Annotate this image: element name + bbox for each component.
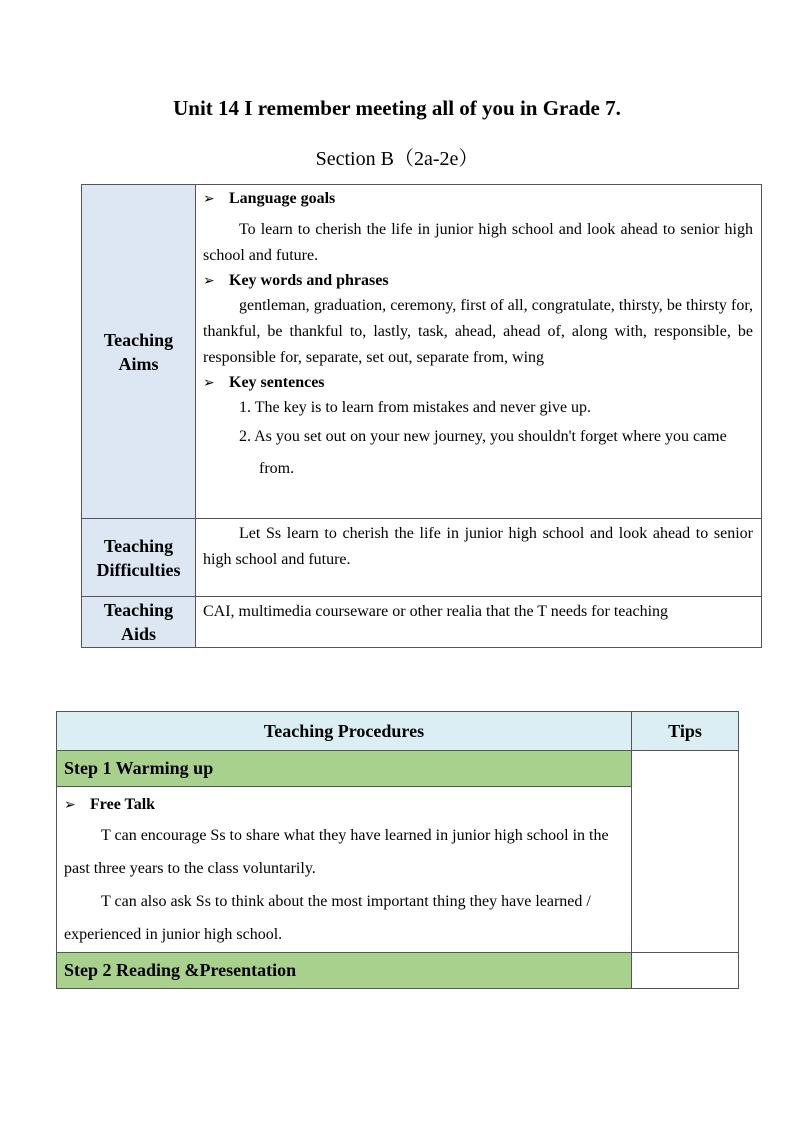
key-words-text: gentleman, graduation, ceremony, first of all, congratulate, thirsty, be thirsty for, thankful, be thankful to, lastly, task, ahead, ahead of, along with, responsible, be responsible for, separate, set out, separate from, wing: [203, 297, 753, 366]
teaching-procedures-table: [56, 711, 739, 989]
aims-label-line-1: Teaching: [103, 329, 174, 350]
procedures-header-row: [57, 712, 739, 751]
key-sentences-heading: ➢ Key sentences: [203, 371, 753, 395]
arrow-bullet-icon: ➢: [203, 375, 215, 391]
key-sentence-2: 2. As you set out on your new journey, you shouldn't forget where you came from.: [239, 428, 727, 477]
aims-label-line-2: Aims: [118, 353, 159, 374]
step2-row: [57, 953, 739, 989]
aids-row: [82, 597, 762, 648]
difficulties-row: [82, 519, 762, 597]
document-subtitle: Section B（2a-2e）: [315, 148, 479, 170]
aims-label: [82, 185, 196, 519]
aids-label-line-1: Teaching: [103, 600, 174, 620]
difficulties-text: Let Ss learn to cherish the life in junior high school and look ahead to senior high school and future.: [203, 525, 753, 568]
key-sentence-1: 1. The key is to learn from mistakes and never give up.: [239, 399, 592, 416]
free-talk-content: [57, 787, 632, 953]
aids-content: [196, 597, 762, 648]
step1-heading: Step 1 Warming up: [57, 751, 632, 787]
document-title: Unit 14 I remember meeting all of you in Grade 7.: [173, 96, 621, 120]
difficulties-content: [196, 519, 762, 597]
aims-content: [196, 185, 762, 519]
key-words-heading: ➢ Key words and phrases: [203, 269, 753, 293]
aids-text: CAI, multimedia courseware or other realia that the T needs for teaching: [203, 603, 669, 620]
aids-label-line-2: Aids: [120, 624, 156, 644]
teaching-aims-table: [81, 184, 762, 648]
step1-tips-cell: [632, 751, 739, 953]
procedures-header: Teaching Procedures: [57, 712, 632, 751]
aims-row: [82, 185, 762, 519]
difficulties-label-line-1: Teaching: [103, 535, 174, 556]
step2-heading: Step 2 Reading &Presentation: [57, 953, 632, 989]
difficulties-label: [82, 519, 196, 597]
difficulties-label-line-2: Difficulties: [96, 559, 181, 580]
step2-tips-cell: [632, 953, 739, 989]
language-goals-heading: ➢ Language goals: [203, 187, 753, 211]
step1-row: [57, 751, 739, 787]
tips-header: Tips: [632, 712, 739, 751]
free-talk-paragraph-2: T can also ask Ss to think about the most important thing they have learned / experienced in junior high school.: [64, 893, 591, 943]
arrow-bullet-icon: ➢: [64, 797, 76, 813]
free-talk-paragraph-1: T can encourage Ss to share what they have learned in junior high school in the past three years to the class voluntarily.: [64, 827, 609, 877]
language-goals-text: To learn to cherish the life in junior high school and look ahead to senior high school and future.: [203, 221, 753, 264]
arrow-bullet-icon: ➢: [203, 273, 215, 289]
key-sentences-list: [203, 395, 753, 485]
free-talk-heading: ➢ Free Talk: [64, 791, 623, 819]
arrow-bullet-icon: ➢: [203, 191, 215, 207]
aids-label: [82, 597, 196, 648]
